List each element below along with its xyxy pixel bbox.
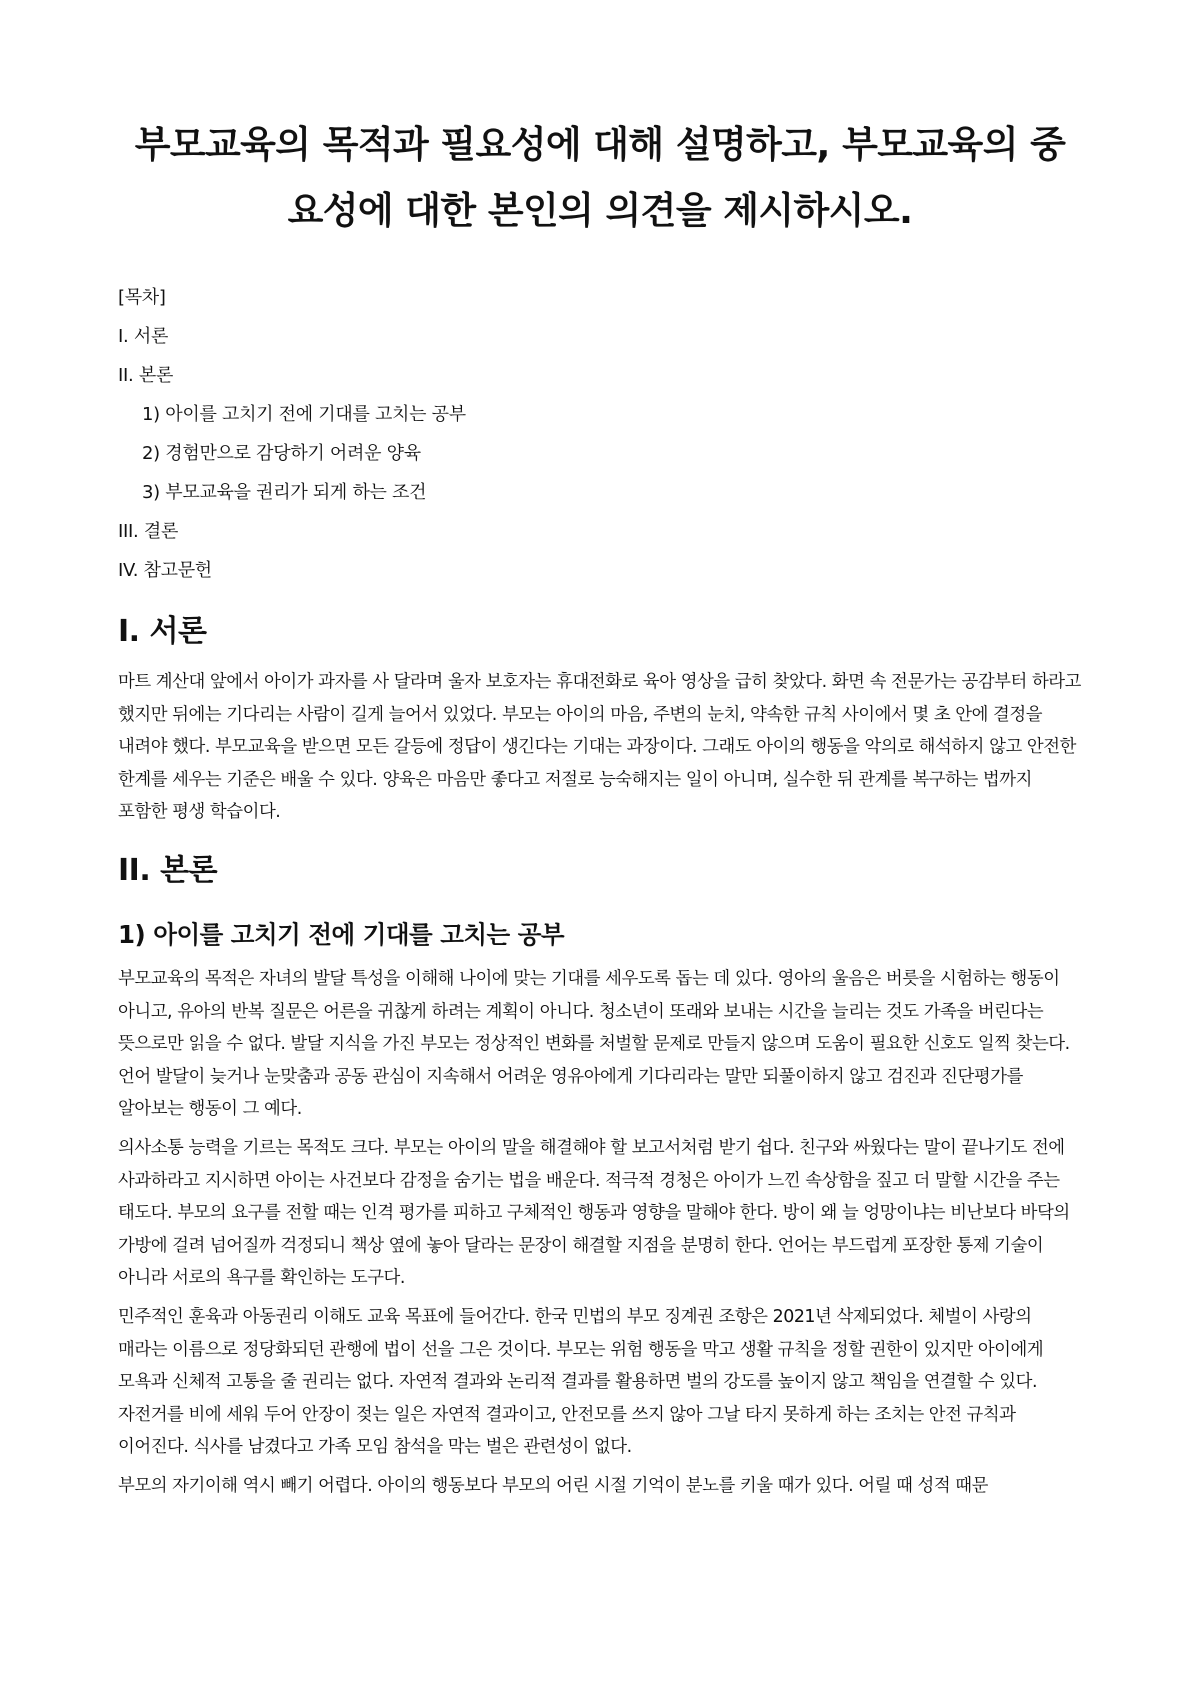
body-heading: II. 본론 <box>118 852 218 888</box>
section-1-paragraph-2: 의사소통 능력을 기르는 목적도 크다. 부모는 아이의 말을 해결해야 할 보고서처럼 받기 쉽다. 친구와 싸웠다는 말이 끝나기도 전에 사과하라고 지시하면 아이는 사건보다 감정을 숨기는 법을 배운다. 적극적 경청은 아이가 느낀 속상함을 짚고 더 말할 시간을 주는 태도다. 부모의 요구를 전할 때는 인격 평가를 피하고 구체적인 행동과 영향을 말해야 한다. 방이 왜 늘 엉망이냐는 비난보다 바닥의 가방에 걸려 넘어질까 걱정되니 책상 옆에 놓아 달라는 문장이 해결할 지점을 분명히 한다. 언어는 부드럽게 포장한 통제 기술이 아니라 서로의 욕구를 확인하는 도구다. <box>118 1137 1070 1289</box>
toc-item-intro: I. 서론 <box>118 326 169 347</box>
intro-heading: I. 서론 <box>118 614 207 649</box>
toc-item-body: II. 본론 <box>118 365 174 386</box>
document-title: 부모교육의 목적과 필요성에 대해 설명하고, 부모교육의 중요성에 대한 본인의 의견을 제시하시오. <box>134 123 1066 232</box>
section-1-paragraph-4: 부모의 자기이해 역시 빼기 어렵다. 아이의 행동보다 부모의 어린 시절 기억이 분노를 키울 때가 있다. 어릴 때 성적 때문 <box>118 1475 988 1496</box>
toc-item-body-3: 3) 부모교육을 권리가 되게 하는 조건 <box>142 482 427 503</box>
toc-item-body-1: 1) 아이를 고치기 전에 기대를 고치는 공부 <box>142 404 466 425</box>
toc-heading: [목차] <box>118 287 166 308</box>
toc-item-conclusion: III. 결론 <box>118 521 179 542</box>
table-of-contents <box>118 278 1082 590</box>
toc-item-references: IV. 참고문헌 <box>118 560 212 581</box>
section-1-heading: 1) 아이를 고치기 전에 기대를 고치는 공부 <box>118 919 565 949</box>
section-1-paragraph-1: 부모교육의 목적은 자녀의 발달 특성을 이해해 나이에 맞는 기대를 세우도록 돕는 데 있다. 영아의 울음은 버릇을 시험하는 행동이 아니고, 유아의 반복 질문은 어른을 귀찮게 하려는 계획이 아니다. 청소년이 또래와 보내는 시간을 늘리는 것도 가족을 버린다는 뜻으로만 읽을 수 없다. 발달 지식을 가진 부모는 정상적인 변화를 처벌할 문제로 만들지 않으며 도움이 필요한 신호도 일찍 찾는다. 언어 발달이 늦거나 눈맞춤과 공동 관심이 지속해서 어려운 영유아에게 기다리라는 말만 되풀이하지 않고 검진과 진단평가를 알아보는 행동이 그 예다. <box>118 968 1070 1120</box>
intro-paragraph: 마트 계산대 앞에서 아이가 과자를 사 달라며 울자 보호자는 휴대전화로 육아 영상을 급히 찾았다. 화면 속 전문가는 공감부터 하라고 했지만 뒤에는 기다리는 사람이 길게 늘어서 있었다. 부모는 아이의 마음, 주변의 눈치, 약속한 규칙 사이에서 몇 초 안에 결정을 내려야 했다. 부모교육을 받으면 모든 갈등에 정답이 생긴다는 기대는 과장이다. 그래도 아이의 행동을 악의로 해석하지 않고 안전한 한계를 세우는 기준은 배울 수 있다. 양육은 마음만 좋다고 저절로 능숙해지는 일이 아니며, 실수한 뒤 관계를 복구하는 법까지 포함한 평생 학습이다. <box>118 672 1082 823</box>
section-1-paragraph-3: 민주적인 훈육과 아동권리 이해도 교육 목표에 들어간다. 한국 민법의 부모 징계권 조항은 2021년 삭제되었다. 체벌이 사랑의 매라는 이름으로 정당화되던 관행에 법이 선을 그은 것이다. 부모는 위험 행동을 막고 생활 규칙을 정할 권한이 있지만 아이에게 모욕과 신체적 고통을 줄 권리는 없다. 자연적 결과와 논리적 결과를 활용하면 벌의 강도를 높이지 않고 책임을 연결할 수 있다. 자전거를 비에 세워 두어 안장이 젖는 일은 자연적 결과이고, 안전모를 쓰지 않아 그날 타지 못하게 하는 조치는 안전 규칙과 이어진다. 식사를 남겼다고 가족 모임 참석을 막는 벌은 관련성이 없다. <box>118 1306 1044 1458</box>
toc-item-body-2: 2) 경험만으로 감당하기 어려운 양육 <box>142 443 421 464</box>
